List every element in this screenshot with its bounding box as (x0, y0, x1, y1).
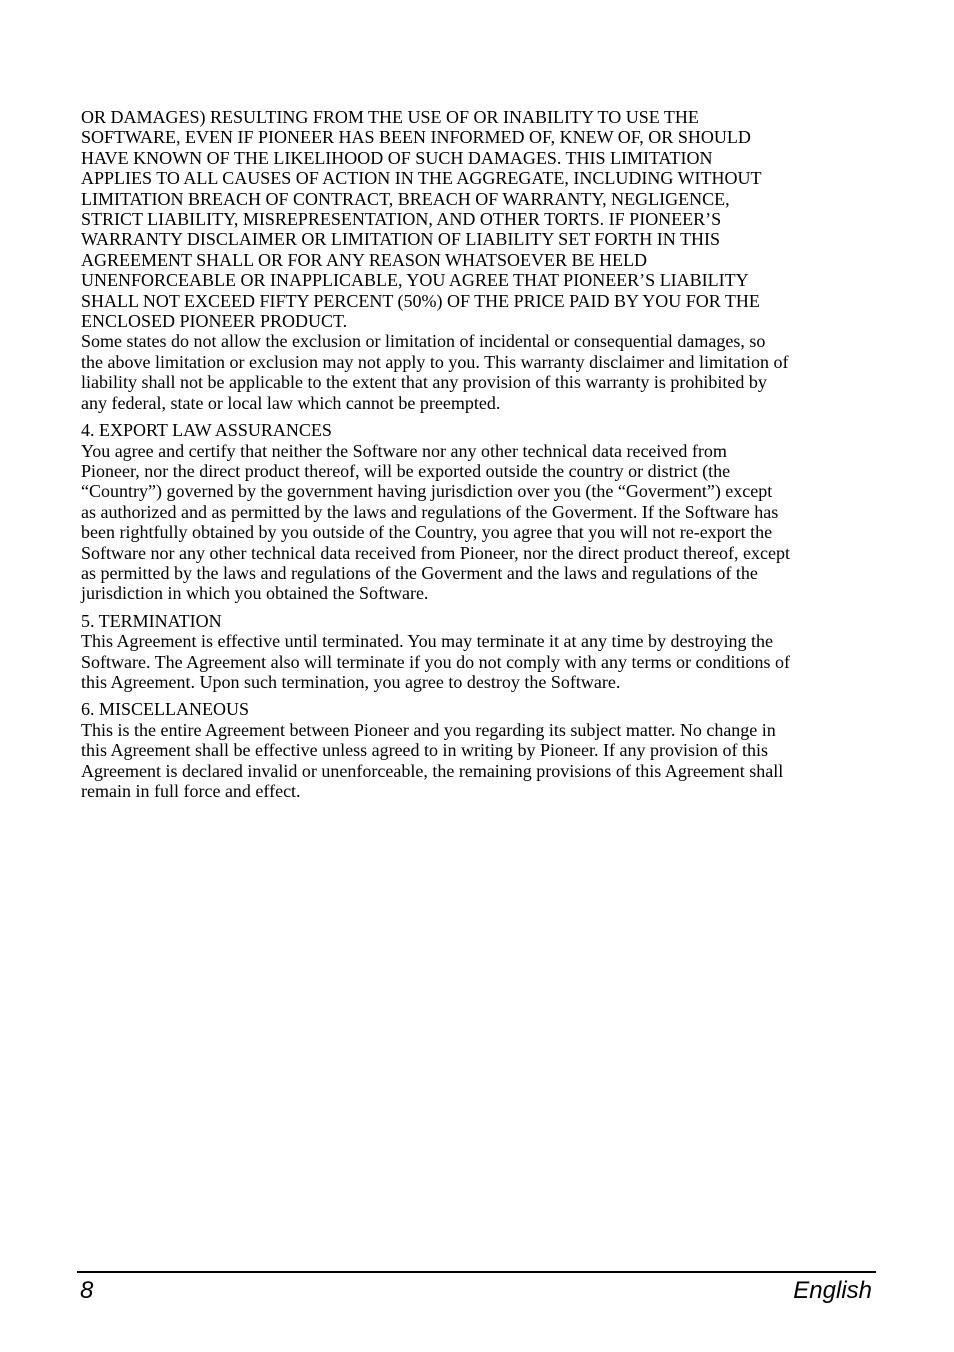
language-label: English (793, 1277, 872, 1304)
text-line: WARRANTY DISCLAIMER OR LIMITATION OF LIABILITY SET FORTH IN THIS (81, 229, 720, 250)
miscellaneous-section (81, 699, 877, 801)
text-line: This Agreement is effective until terminated. You may terminate it at any time by destroying the (81, 631, 774, 652)
text-line: LIMITATION BREACH OF CONTRACT, BREACH OF WARRANTY, NEGLIGENCE, (81, 188, 730, 209)
text-line: this Agreement shall be effective unless agreed to in writing by Pioneer. If any provision of this (81, 740, 769, 761)
export-law-section (81, 420, 877, 604)
text-line: You agree and certify that neither the Software nor any other technical data received from (81, 440, 727, 461)
text-line: Software nor any other technical data received from Pioneer, nor the direct product thereof, except (81, 542, 790, 563)
text-line: HAVE KNOWN OF THE LIKELIHOOD OF SUCH DAMAGES. THIS LIMITATION (81, 147, 713, 168)
text-line: SOFTWARE, EVEN IF PIONEER HAS BEEN INFORMED OF, KNEW OF, OR SHOULD (81, 127, 751, 148)
termination-section (81, 611, 877, 693)
text-line: This is the entire Agreement between Pioneer and you regarding its subject matter. No change in (81, 719, 776, 740)
text-line: as authorized and as permitted by the laws and regulations of the Goverment. If the Software has (81, 501, 779, 522)
text-line: jurisdiction in which you obtained the Software. (81, 583, 429, 604)
text-line: this Agreement. Upon such termination, you agree to destroy the Software. (81, 671, 621, 692)
section-heading: 5. TERMINATION (81, 610, 222, 631)
text-line: been rightfully obtained by you outside of the Country, you agree that you will not re-export the (81, 522, 773, 543)
document-body (81, 107, 877, 801)
liability-limitation-text (81, 107, 877, 413)
text-line: SHALL NOT EXCEED FIFTY PERCENT (50%) OF THE PRICE PAID BY YOU FOR THE (81, 290, 760, 311)
text-line: Some states do not allow the exclusion or limitation of incidental or consequential damages, so (81, 331, 766, 352)
footer-divider (77, 1271, 876, 1273)
text-line: STRICT LIABILITY, MISREPRESENTATION, AND OTHER TORTS. IF PIONEER’S (81, 209, 722, 230)
text-line: APPLIES TO ALL CAUSES OF ACTION IN THE AGGREGATE, INCLUDING WITHOUT (81, 168, 762, 189)
page-number: 8 (80, 1277, 94, 1304)
text-line: OR DAMAGES) RESULTING FROM THE USE OF OR INABILITY TO USE THE (81, 107, 699, 127)
text-line: Software. The Agreement also will terminate if you do not comply with any terms or conditions of (81, 651, 791, 672)
text-line: Agreement is declared invalid or unenforceable, the remaining provisions of this Agreement shall (81, 760, 784, 781)
text-line: as permitted by the laws and regulations of the Goverment and the laws and regulations of the (81, 562, 758, 583)
text-line: the above limitation or exclusion may not apply to you. This warranty disclaimer and limitation of (81, 351, 789, 372)
text-line: ENCLOSED PIONEER PRODUCT. (81, 311, 348, 332)
text-line: “Country”) governed by the government having jurisdiction over you (the “Goverment”) except (81, 481, 773, 502)
text-line: remain in full force and effect. (81, 781, 301, 801)
text-line: liability shall not be applicable to the extent that any provision of this warranty is prohibited by (81, 372, 767, 393)
text-line: UNENFORCEABLE OR INAPPLICABLE, YOU AGREE THAT PIONEER’S LIABILITY (81, 270, 749, 291)
text-line: Pioneer, nor the direct product thereof, will be exported outside the country or district (the (81, 460, 731, 481)
text-line: AGREEMENT SHALL OR FOR ANY REASON WHATSOEVER BE HELD (81, 249, 648, 270)
section-heading: 4. EXPORT LAW ASSURANCES (81, 420, 332, 441)
section-heading: 6. MISCELLANEOUS (81, 699, 250, 720)
text-line: any federal, state or local law which cannot be preempted. (81, 392, 501, 413)
